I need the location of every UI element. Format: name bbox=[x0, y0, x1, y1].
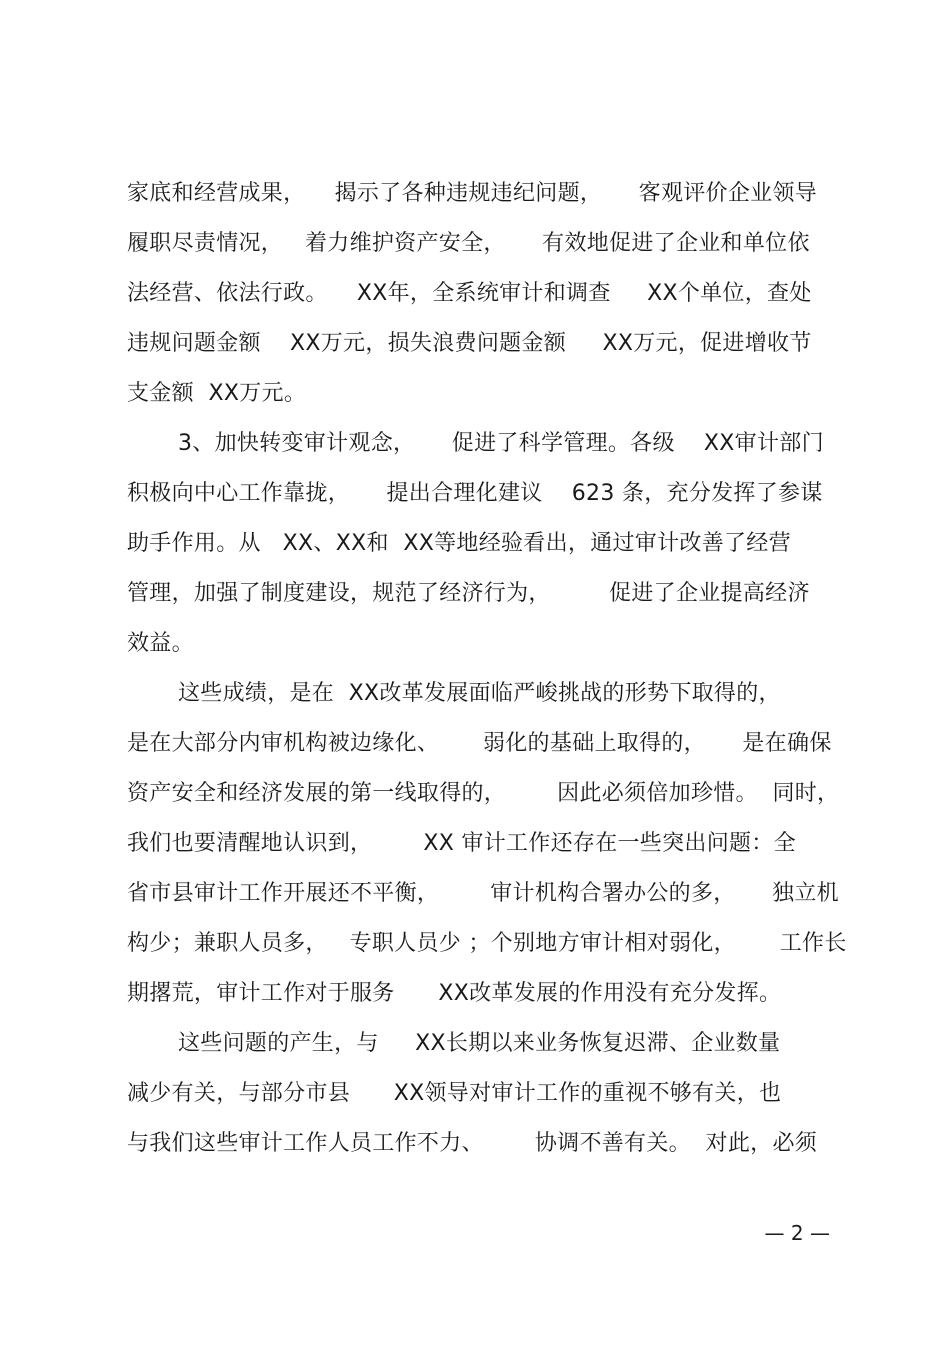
text-line: 管理，加强了制度建设，规范了经济行为， 促进了企业提高经济 bbox=[127, 581, 810, 606]
text-line: 省市县审计工作开展还不平衡， 审计机构合署办公的多， 独立机 bbox=[127, 881, 839, 906]
text-line: 我们也要清醒地认识到， XX 审计工作还存在一些突出问题：全 bbox=[127, 831, 796, 856]
text-line: 是在大部分内审机构被边缘化、 弱化的基础上取得的， 是在确保 bbox=[127, 731, 832, 756]
text-line: 资产安全和经济发展的第一线取得的， 因此必须倍加珍惜。 同时， bbox=[127, 781, 840, 806]
page-number: — 2 — bbox=[764, 1221, 830, 1245]
text-line: 与我们这些审计工作人员工作不力、 协调不善有关。 对此，必须 bbox=[127, 1131, 818, 1156]
text-line: 支金额 XX万元。 bbox=[127, 381, 307, 406]
text-line: 期撂荒，审计工作对于服务 XX改革发展的作用没有充分发挥。 bbox=[127, 981, 782, 1006]
text-line: 法经营、依法行政。 XX年，全系统审计和调查 XX个单位，查处 bbox=[127, 281, 812, 306]
text-line: 违规问题金额 XX万元，损失浪费问题金额 XX万元，促进增收节 bbox=[127, 331, 812, 356]
text-line: 效益。 bbox=[127, 631, 194, 656]
text-line: 减少有关，与部分市县 XX领导对审计工作的重视不够有关，也 bbox=[127, 1081, 782, 1106]
text-line: 助手作用。从 XX、XX和 XX等地经验看出，通过审计改善了经营 bbox=[127, 531, 791, 556]
text-line: 构少；兼职人员多， 专职人员少 ；个别地方审计相对弱化， 工作长 bbox=[127, 931, 847, 956]
text-line: 3、加快转变审计观念， 促进了科学管理。各级 XX审计部门 bbox=[178, 431, 824, 456]
text-line: 这些成绩，是在 XX改革发展面临严峻挑战的形势下取得的， bbox=[178, 681, 781, 706]
text-line: 家底和经营成果， 揭示了各种违规违纪问题， 客观评价企业领导 bbox=[127, 181, 818, 206]
text-line: 履职尽责情况， 着力维护资产安全， 有效地促进了企业和单位依 bbox=[127, 231, 810, 256]
text-line: 积极向中心工作靠拢， 提出合理化建议 623 条，充分发挥了参谋 bbox=[127, 481, 823, 506]
text-line: 这些问题的产生，与 XX长期以来业务恢复迟滞、企业数量 bbox=[178, 1031, 781, 1056]
